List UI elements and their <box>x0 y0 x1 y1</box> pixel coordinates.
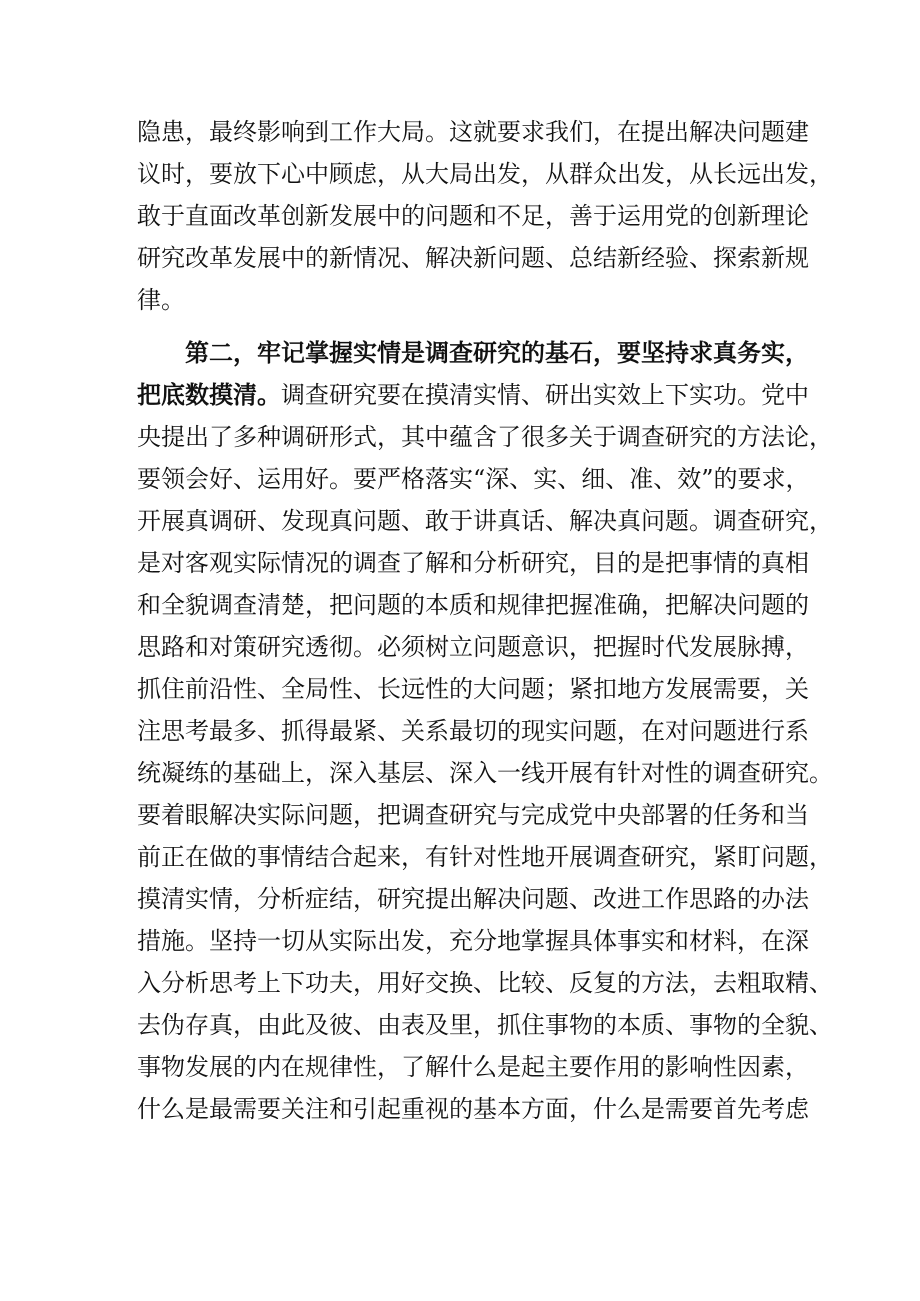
text-line: 什么是最需要关注和引起重视的基本方面，什么是需要首先考虑 <box>137 1095 809 1123</box>
text-line: 注思考最多、抓得最紧、关系最切的现实问题，在对问题进行系 <box>137 717 809 745</box>
text-line: 统凝练的基础上，深入基层、深入一线开展有针对性的调查研究。 <box>137 759 833 787</box>
text-line: 央提出了多种调研形式，其中蕴含了很多关于调查研究的方法论， <box>137 423 833 451</box>
text-line: 要着眼解决实际问题，把调查研究与完成党中央部署的任务和当 <box>137 801 809 829</box>
text-line: 措施。坚持一切从实际出发，充分地掌握具体事实和材料，在深 <box>137 927 809 955</box>
text-line: 事物发展的内在规律性，了解什么是起主要作用的影响性因素， <box>137 1053 809 1081</box>
text-line: 开展真调研、发现真问题、敢于讲真话、解决真问题。调查研究， <box>137 507 833 535</box>
text-line: 研究改革发展中的新情况、解决新问题、总结新经验、探索新规 <box>137 244 809 272</box>
text-line: 律。 <box>137 286 185 314</box>
text-line-remainder: 调查研究要在摸清实情、研出实效上下实功。党中 <box>281 381 809 409</box>
text-line: 抓住前沿性、全局性、长远性的大问题；紧扣地方发展需要，关 <box>137 675 809 703</box>
text-line: 摸清实情，分析症结，研究提出解决问题、改进工作思路的办法 <box>137 885 809 913</box>
text-line: 前正在做的事情结合起来，有针对性地开展调查研究，紧盯问题， <box>137 843 833 871</box>
text-line-with-bold-lead <box>137 380 809 410</box>
text-line: 敢于直面改革创新发展中的问题和不足，善于运用党的创新理论 <box>137 202 809 230</box>
text-line: 要领会好、运用好。要严格落实“深、实、细、准、效”的要求， <box>137 465 810 493</box>
text-line: 隐患，最终影响到工作大局。这就要求我们，在提出解决问题建 <box>137 118 809 146</box>
text-line: 去伪存真，由此及彼、由表及里，抓住事物的本质、事物的全貌、 <box>137 1011 833 1039</box>
section-heading-line: 第二，牢记掌握实情是调查研究的基石，要坚持求真务实， <box>185 338 809 367</box>
text-line: 是对客观实际情况的调查了解和分析研究，目的是把事情的真相 <box>137 549 809 577</box>
section-heading-continuation: 把底数摸清。 <box>137 380 281 409</box>
text-line: 思路和对策研究透彻。必须树立问题意识，把握时代发展脉搏， <box>137 633 809 661</box>
text-line: 入分析思考上下功夫，用好交换、比较、反复的方法，去粗取精、 <box>137 969 833 997</box>
text-line: 议时，要放下心中顾虑，从大局出发，从群众出发，从长远出发， <box>137 160 833 188</box>
text-line: 和全貌调查清楚，把问题的本质和规律把握准确，把解决问题的 <box>137 591 809 619</box>
